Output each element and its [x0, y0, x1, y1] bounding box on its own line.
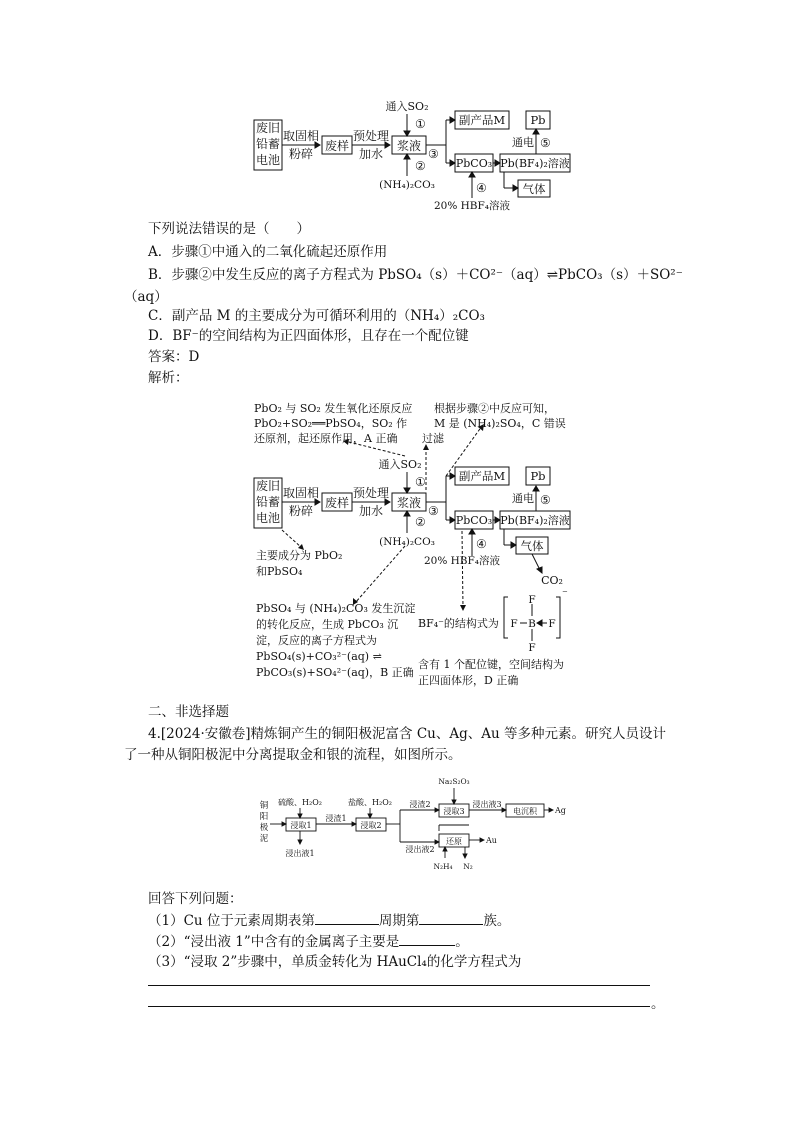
bf4-atom-f: F [528, 642, 536, 654]
slurry-box: 浆液 [396, 139, 422, 153]
step-3: ③ [428, 504, 439, 518]
electrodeposit-box: 电沉积 [513, 807, 537, 816]
note-a-line2: PbO₂+SO₂══PbSO₄，SO₂ 作 [254, 417, 408, 430]
hbf4-label: 20% HBF₄溶液 [423, 555, 501, 567]
section-heading: 二、非选择题 [148, 704, 229, 720]
step-4: ④ [476, 181, 487, 195]
residue-1-label: 浸渣1 [325, 814, 347, 823]
au-product: Au [486, 836, 497, 845]
note-c-line2: M 是 (NH₄)₂SO₄，C 错误 [434, 417, 566, 430]
step-1: ① [415, 117, 426, 131]
note-b-line1: PbSO₄ 与 (NH₄)₂CO₃ 发生沉淀 [256, 602, 416, 615]
analysis-label: 解析： [148, 370, 189, 386]
q2-blank[interactable] [399, 931, 455, 946]
note-a-line1: PbO₂ 与 SO₂ 发生氧化还原反应 [254, 402, 413, 415]
main-comp-line1: 主要成分为 PbO₂ [256, 549, 343, 562]
question-stem: 下列说法错误的是（ ） [148, 221, 310, 237]
n2h4-label: N₂H₄ [433, 862, 453, 871]
note-c-line1: 根据步骤②中反应可知， [434, 402, 555, 415]
co2-label: CO₂ [541, 574, 563, 587]
note-d-line2: 正四面体形，D 正确 [418, 674, 519, 687]
reagent-1: 硫酸、H₂O₂ [278, 798, 322, 807]
pb-box: Pb [530, 113, 546, 127]
step-2: ② [415, 515, 426, 529]
mud-char: 阳 [259, 812, 269, 822]
bf4-charge: ⁻ [562, 587, 568, 600]
bf4-structure-label: BF₄⁻的结构式为 [418, 617, 499, 630]
leach-3-box: 浸取3 [443, 807, 465, 816]
waste-battery-line3: 电池 [255, 153, 281, 167]
option-a: A．步骤①中通入的二氧化硫起还原作用 [148, 244, 388, 260]
mud-char: 极 [259, 823, 269, 833]
note-d-line1: 含有 1 个配位键，空间结构为 [418, 658, 564, 671]
residue-2-label: 浸渣2 [409, 800, 431, 809]
electrolysis-label: 通电 [512, 492, 534, 505]
q3-answer-line-1[interactable] [148, 985, 650, 986]
note-b-line5: PbCO₃(s)+SO₄²⁻(aq)，B 正确 [256, 666, 414, 679]
q4-line2: 了一种从铜阳极泥中分离提取金和银的流程，如图所示。 [124, 747, 462, 763]
step-5: ⑤ [540, 136, 551, 150]
q3: （3）“浸取 2”步骤中，单质金转化为 HAuCl₄的化学方程式为 [148, 954, 522, 970]
q3-end: 。 [651, 996, 665, 1012]
waste-battery-line2: 铅蓄 [255, 137, 281, 151]
q3-answer-line-2[interactable] [148, 1006, 650, 1007]
leach-2-box: 浸取2 [360, 821, 382, 830]
waste-battery-line2: 铅蓄 [255, 495, 281, 509]
pbco3-box: PbCO₃ [455, 157, 493, 170]
waste-battery-line3: 电池 [255, 511, 281, 525]
nh4co3-label: (NH₄)₂CO₃ [379, 536, 435, 548]
option-b: B．步骤②中发生反应的离子方程式为 PbSO₄（s）＋CO²⁻（aq）⇌PbCO₃（s）＋SO²⁻ [148, 267, 683, 283]
arrow-label: 加水 [358, 504, 384, 518]
bf4-atom-f: F [548, 618, 556, 630]
byproduct-box: 副产品M [458, 469, 506, 483]
option-d: D．BF⁻的空间结构为正四面体形，且存在一个配位键 [148, 328, 469, 344]
note-b-line3: 淀，反应的离子方程式为 [256, 634, 377, 647]
mud-char: 泥 [259, 834, 269, 844]
gas-box: 气体 [522, 182, 546, 196]
q2-end: 。 [455, 934, 469, 950]
answer: 答案：D [148, 349, 200, 365]
arrow-label: 预处理 [352, 129, 390, 143]
pbbf4-box: Pb(BF₄)₂溶液 [500, 514, 570, 527]
nh4co3-label: (NH₄)₂CO₃ [379, 179, 435, 191]
q1-text-b: 周期第 [378, 913, 420, 929]
q2-text: （2）“浸出液 1”中含有的金属离子主要是 [148, 934, 400, 950]
hbf4-label: 20% HBF₄溶液 [433, 200, 511, 212]
pbco3-box: PbCO₃ [455, 514, 493, 527]
arrow-label: 加水 [358, 147, 384, 161]
flowchart-anode-mud [258, 768, 568, 878]
q1-text-c: 族。 [483, 913, 511, 929]
note-a-line3: 还原剂，起还原作用，A 正确 [254, 432, 398, 445]
waste-battery-line1: 废旧 [255, 121, 281, 135]
byproduct-box: 副产品M [458, 113, 506, 127]
q1-period-blank[interactable] [315, 910, 379, 925]
filter-label: 过滤 [422, 432, 444, 445]
bf4-atom-b: B [528, 618, 536, 630]
step-1: ① [415, 475, 426, 489]
step-5: ⑤ [540, 493, 551, 507]
gas-box: 气体 [520, 539, 544, 553]
arrow-label: 粉碎 [288, 504, 314, 518]
q4-line1: 4.[2024·安徽卷]精炼铜产生的铜阳极泥富含 Cu、Ag、Au 等多种元素。研究人员设计 [148, 726, 667, 742]
step-2: ② [415, 159, 426, 173]
sample-box: 废样 [324, 496, 350, 510]
option-b-cont: （aq） [124, 289, 168, 305]
arrow-label: 取固相 [282, 486, 320, 500]
flowchart-lead-battery [250, 100, 590, 215]
waste-battery-line1: 废旧 [255, 479, 281, 493]
arrow-label: 取固相 [282, 129, 320, 143]
leach-1-box: 浸取1 [290, 821, 312, 830]
electrolysis-label: 通电 [512, 136, 534, 149]
main-comp-line2: 和PbSO₄ [256, 565, 303, 578]
bf4-atom-f: F [528, 594, 536, 606]
note-b-line2: 的转化反应，生成 PbCO₃ 沉 [256, 618, 399, 631]
arrow-label: 粉碎 [288, 147, 314, 161]
q1-group-blank[interactable] [419, 910, 483, 925]
sample-box: 废样 [324, 139, 350, 153]
bf4-atom-f: F [510, 618, 518, 630]
slurry-box: 浆液 [396, 496, 422, 510]
pb-box: Pb [530, 469, 546, 483]
liquor-1-label: 浸出液1 [285, 849, 315, 858]
liquor-3-label: 浸出液3 [472, 800, 502, 809]
q1-text-a: （1）Cu 位于元素周期表第 [148, 913, 315, 929]
q1 [148, 910, 510, 931]
analysis-diagram [250, 398, 590, 690]
so2-label: 通入SO₂ [378, 458, 422, 471]
ag-product: Ag [555, 806, 566, 815]
q2 [148, 931, 469, 952]
note-b-line4: PbSO₄(s)+CO₃²⁻(aq) ⇌ [256, 650, 382, 663]
option-c: C．副产品 M 的主要成分为可循环利用的（NH₄）₂CO₃ [148, 308, 485, 324]
pbbf4-box: Pb(BF₄)₂溶液 [500, 157, 570, 170]
reduce-box: 还原 [446, 837, 462, 846]
arrow-label: 预处理 [352, 486, 390, 500]
so2-label: 通入SO₂ [385, 100, 429, 113]
mud-char: 铜 [259, 801, 269, 811]
reagent-2: 盐酸、H₂O₂ [348, 798, 392, 807]
na2s2o3-label: Na₂S₂O₃ [438, 777, 470, 786]
answer-intro: 回答下列问题： [148, 891, 243, 907]
n2-label: N₂ [463, 862, 473, 871]
step-4: ④ [476, 537, 487, 551]
liquor-2-label: 浸出液2 [405, 845, 435, 854]
step-3: ③ [428, 147, 439, 161]
